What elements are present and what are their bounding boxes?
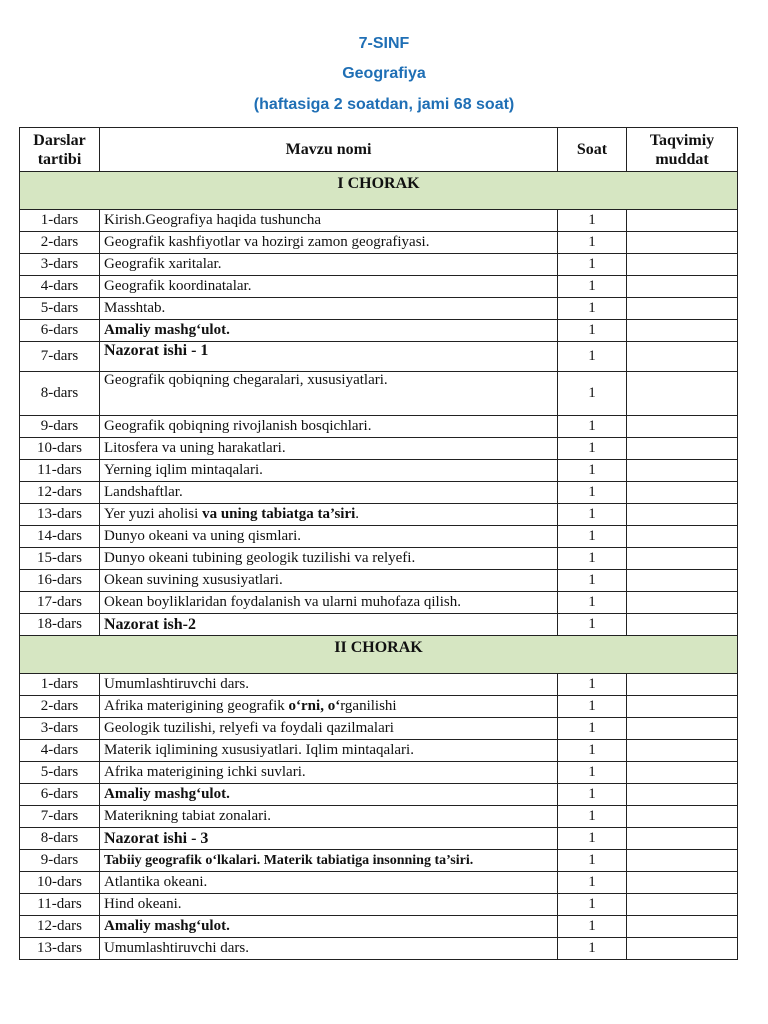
lesson-hours: 1 bbox=[558, 482, 627, 504]
lesson-calendar-cell bbox=[627, 718, 738, 740]
lesson-topic: Nazorat ish-2 bbox=[100, 614, 558, 636]
lesson-hours: 1 bbox=[558, 438, 627, 460]
column-header-topic: Mavzu nomi bbox=[100, 128, 558, 172]
lesson-calendar-cell bbox=[627, 526, 738, 548]
lesson-calendar-cell bbox=[627, 320, 738, 342]
table-row bbox=[20, 570, 738, 592]
lesson-hours: 1 bbox=[558, 718, 627, 740]
lesson-topic: Amaliy mashg‘ulot. bbox=[100, 320, 558, 342]
lesson-calendar-cell bbox=[627, 916, 738, 938]
lesson-topic-part: Afrika materigining geografik bbox=[104, 698, 289, 714]
lesson-hours: 1 bbox=[558, 614, 627, 636]
lesson-topic: Dunyo okeani va uning qismlari. bbox=[100, 526, 558, 548]
lesson-calendar-cell bbox=[627, 298, 738, 320]
lesson-number: 5-dars bbox=[20, 298, 100, 320]
lesson-topic: Geografik qobiqning chegaralari, xususiyatlari. bbox=[100, 372, 558, 416]
lesson-calendar-cell bbox=[627, 504, 738, 526]
lesson-number: 14-dars bbox=[20, 526, 100, 548]
lesson-hours: 1 bbox=[558, 232, 627, 254]
lesson-hours: 1 bbox=[558, 372, 627, 416]
lesson-hours: 1 bbox=[558, 320, 627, 342]
lesson-calendar-cell bbox=[627, 872, 738, 894]
lesson-number: 10-dars bbox=[20, 438, 100, 460]
lesson-hours: 1 bbox=[558, 416, 627, 438]
lesson-topic: Materikning tabiat zonalari. bbox=[100, 806, 558, 828]
lesson-hours: 1 bbox=[558, 592, 627, 614]
lesson-number: 4-dars bbox=[20, 740, 100, 762]
quarter-row bbox=[20, 636, 738, 674]
lesson-calendar-cell bbox=[627, 342, 738, 372]
lesson-calendar-cell bbox=[627, 592, 738, 614]
lesson-topic: Geografik xaritalar. bbox=[100, 254, 558, 276]
lesson-hours: 1 bbox=[558, 806, 627, 828]
table-row bbox=[20, 416, 738, 438]
table-row bbox=[20, 438, 738, 460]
lesson-topic: Okean suvining xususiyatlari. bbox=[100, 570, 558, 592]
lesson-topic: Afrika materigining ichki suvlari. bbox=[100, 762, 558, 784]
table-row bbox=[20, 210, 738, 232]
table-row bbox=[20, 372, 738, 416]
lesson-calendar-cell bbox=[627, 894, 738, 916]
lesson-number: 12-dars bbox=[20, 916, 100, 938]
lesson-number: 8-dars bbox=[20, 828, 100, 850]
table-row bbox=[20, 298, 738, 320]
lesson-hours: 1 bbox=[558, 276, 627, 298]
lesson-calendar-cell bbox=[627, 460, 738, 482]
lesson-calendar-cell bbox=[627, 850, 738, 872]
table-row bbox=[20, 504, 738, 526]
lesson-number: 9-dars bbox=[20, 416, 100, 438]
lesson-calendar-cell bbox=[627, 372, 738, 416]
lesson-number: 11-dars bbox=[20, 894, 100, 916]
lesson-topic: Landshaftlar. bbox=[100, 482, 558, 504]
table-row bbox=[20, 460, 738, 482]
lesson-topic: Geologik tuzilishi, relyefi va foydali qazilmalari bbox=[100, 718, 558, 740]
lesson-topic bbox=[100, 504, 558, 526]
lesson-topic: Geografik koordinatalar. bbox=[100, 276, 558, 298]
lesson-topic: Kirish.Geografiya haqida tushuncha bbox=[100, 210, 558, 232]
lesson-topic-bold-part: va uning tabiatga ta’siri bbox=[202, 506, 356, 522]
lesson-calendar-cell bbox=[627, 438, 738, 460]
table-row bbox=[20, 592, 738, 614]
lesson-number: 7-dars bbox=[20, 806, 100, 828]
lesson-hours: 1 bbox=[558, 828, 627, 850]
lesson-topic-bold-part: o‘rni, o‘ bbox=[288, 698, 341, 714]
table-row bbox=[20, 276, 738, 298]
lesson-number: 7-dars bbox=[20, 342, 100, 372]
table-row bbox=[20, 938, 738, 960]
lesson-calendar-cell bbox=[627, 828, 738, 850]
lesson-number: 2-dars bbox=[20, 232, 100, 254]
table-row bbox=[20, 232, 738, 254]
lesson-topic: Okean boyliklaridan foydalanish va ularni muhofaza qilish. bbox=[100, 592, 558, 614]
lesson-topic: Materik iqlimining xususiyatlari. Iqlim mintaqalari. bbox=[100, 740, 558, 762]
lesson-calendar-cell bbox=[627, 210, 738, 232]
lesson-hours: 1 bbox=[558, 762, 627, 784]
quarter-row bbox=[20, 172, 738, 210]
lesson-topic: Yerning iqlim mintaqalari. bbox=[100, 460, 558, 482]
document-subject-title: Geografiya bbox=[342, 65, 426, 82]
lesson-topic: Litosfera va uning harakatlari. bbox=[100, 438, 558, 460]
lesson-calendar-cell bbox=[627, 548, 738, 570]
table-row bbox=[20, 762, 738, 784]
lesson-topic: Atlantika okeani. bbox=[100, 872, 558, 894]
lesson-number: 1-dars bbox=[20, 210, 100, 232]
lesson-topic: Masshtab. bbox=[100, 298, 558, 320]
table-row bbox=[20, 850, 738, 872]
lesson-number: 17-dars bbox=[20, 592, 100, 614]
lesson-hours: 1 bbox=[558, 740, 627, 762]
table-row bbox=[20, 254, 738, 276]
lesson-number: 12-dars bbox=[20, 482, 100, 504]
lesson-topic-part: rganilishi bbox=[340, 698, 397, 714]
lesson-topic-part: Yer yuzi aholisi bbox=[104, 506, 203, 522]
table-row bbox=[20, 784, 738, 806]
table-row bbox=[20, 674, 738, 696]
lesson-topic bbox=[100, 696, 558, 718]
lesson-number: 1-dars bbox=[20, 674, 100, 696]
lesson-hours: 1 bbox=[558, 784, 627, 806]
lesson-calendar-cell bbox=[627, 696, 738, 718]
lesson-hours: 1 bbox=[558, 210, 627, 232]
lesson-topic: Umumlashtiruvchi dars. bbox=[100, 938, 558, 960]
lesson-topic: Amaliy mashg‘ulot. bbox=[100, 784, 558, 806]
lesson-calendar-cell bbox=[627, 674, 738, 696]
table-row bbox=[20, 828, 738, 850]
lesson-number: 10-dars bbox=[20, 872, 100, 894]
lesson-topic: Dunyo okeani tubining geologik tuzilishi va relyefi. bbox=[100, 548, 558, 570]
lesson-hours: 1 bbox=[558, 570, 627, 592]
lesson-hours: 1 bbox=[558, 696, 627, 718]
table-row bbox=[20, 916, 738, 938]
lesson-topic: Nazorat ishi - 3 bbox=[100, 828, 558, 850]
lesson-calendar-cell bbox=[627, 254, 738, 276]
lesson-hours: 1 bbox=[558, 916, 627, 938]
quarter-title: I CHORAK bbox=[20, 172, 738, 210]
lesson-hours: 1 bbox=[558, 504, 627, 526]
column-header-calendar: Taqvimiy muddat bbox=[627, 128, 738, 172]
lesson-topic: Geografik kashfiyotlar va hozirgi zamon geografiyasi. bbox=[100, 232, 558, 254]
table-row bbox=[20, 740, 738, 762]
lesson-number: 5-dars bbox=[20, 762, 100, 784]
table-row bbox=[20, 696, 738, 718]
lesson-hours: 1 bbox=[558, 342, 627, 372]
lesson-number: 16-dars bbox=[20, 570, 100, 592]
lesson-number: 6-dars bbox=[20, 784, 100, 806]
lesson-hours: 1 bbox=[558, 850, 627, 872]
table-row bbox=[20, 718, 738, 740]
lesson-calendar-cell bbox=[627, 938, 738, 960]
lesson-number: 4-dars bbox=[20, 276, 100, 298]
lesson-number: 15-dars bbox=[20, 548, 100, 570]
lesson-calendar-cell bbox=[627, 232, 738, 254]
table-row bbox=[20, 614, 738, 636]
lesson-number: 8-dars bbox=[20, 372, 100, 416]
lesson-hours: 1 bbox=[558, 894, 627, 916]
lesson-calendar-cell bbox=[627, 416, 738, 438]
table-row bbox=[20, 320, 738, 342]
lesson-number: 13-dars bbox=[20, 938, 100, 960]
lesson-calendar-cell bbox=[627, 482, 738, 504]
table-row bbox=[20, 342, 738, 372]
lesson-topic: Tabiiy geografik o‘lkalari. Materik tabiatiga insonning ta’siri. bbox=[100, 850, 558, 872]
lesson-calendar-cell bbox=[627, 784, 738, 806]
lesson-number: 3-dars bbox=[20, 718, 100, 740]
lesson-topic: Amaliy mashg‘ulot. bbox=[100, 916, 558, 938]
lesson-number: 3-dars bbox=[20, 254, 100, 276]
column-header-hours: Soat bbox=[558, 128, 627, 172]
table-row bbox=[20, 806, 738, 828]
lesson-number: 13-dars bbox=[20, 504, 100, 526]
lesson-hours: 1 bbox=[558, 548, 627, 570]
document-grade-title: 7-SINF bbox=[358, 35, 410, 52]
lesson-hours: 1 bbox=[558, 938, 627, 960]
lesson-hours: 1 bbox=[558, 460, 627, 482]
lesson-number: 18-dars bbox=[20, 614, 100, 636]
lesson-number: 6-dars bbox=[20, 320, 100, 342]
lesson-topic: Geografik qobiqning rivojlanish bosqichlari. bbox=[100, 416, 558, 438]
table-row bbox=[20, 526, 738, 548]
lesson-hours: 1 bbox=[558, 872, 627, 894]
lesson-calendar-cell bbox=[627, 806, 738, 828]
lesson-hours: 1 bbox=[558, 674, 627, 696]
lesson-hours: 1 bbox=[558, 254, 627, 276]
lesson-plan-table bbox=[19, 127, 738, 960]
lesson-calendar-cell bbox=[627, 614, 738, 636]
table-header-row bbox=[20, 128, 738, 172]
lesson-hours: 1 bbox=[558, 298, 627, 320]
lesson-topic: Hind okeani. bbox=[100, 894, 558, 916]
table-row bbox=[20, 894, 738, 916]
column-header-order: Darslar tartibi bbox=[20, 128, 100, 172]
lesson-calendar-cell bbox=[627, 276, 738, 298]
table-row bbox=[20, 482, 738, 504]
lesson-number: 11-dars bbox=[20, 460, 100, 482]
lesson-topic-part: . bbox=[355, 506, 360, 522]
lesson-number: 2-dars bbox=[20, 696, 100, 718]
lesson-calendar-cell bbox=[627, 570, 738, 592]
quarter-title: II CHORAK bbox=[20, 636, 738, 674]
document-hours-note: (haftasiga 2 soatdan, jami 68 soat) bbox=[253, 96, 515, 113]
lesson-calendar-cell bbox=[627, 762, 738, 784]
lesson-hours: 1 bbox=[558, 526, 627, 548]
lesson-topic: Umumlashtiruvchi dars. bbox=[100, 674, 558, 696]
table-row bbox=[20, 548, 738, 570]
lesson-calendar-cell bbox=[627, 740, 738, 762]
table-row bbox=[20, 872, 738, 894]
lesson-number: 9-dars bbox=[20, 850, 100, 872]
lesson-topic: Nazorat ishi - 1 bbox=[100, 342, 558, 372]
